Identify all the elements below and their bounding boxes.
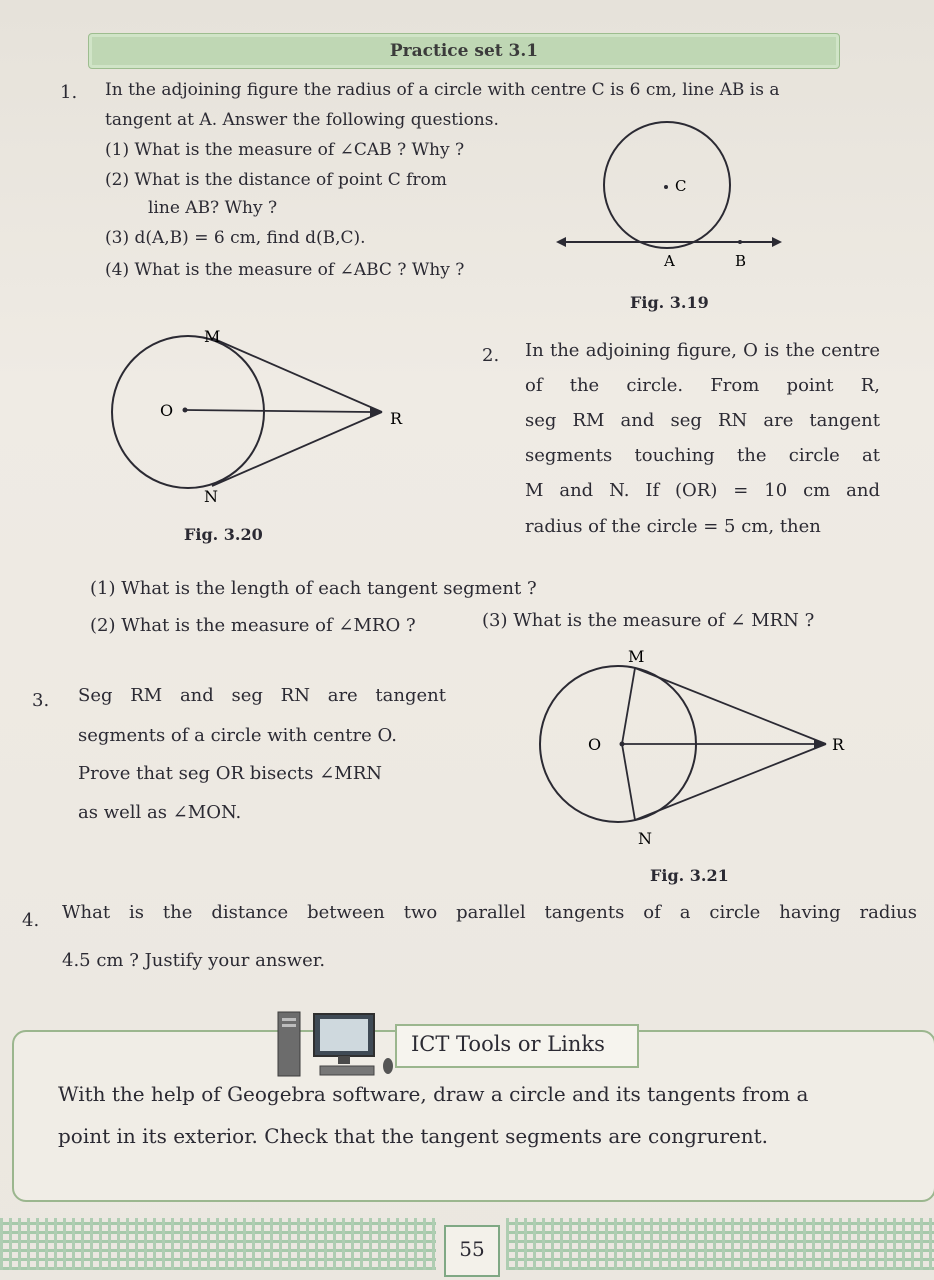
ict-title: ICT Tools or Links bbox=[411, 1032, 605, 1056]
fig-3-20-caption: Fig. 3.20 bbox=[184, 525, 263, 544]
q1-line2: tangent at A. Answer the following questions. bbox=[105, 110, 499, 130]
q2-line1: In the adjoining figure, O is the centre bbox=[525, 340, 880, 361]
q1-sub3: (3) d(A,B) = 6 cm, find d(B,C). bbox=[105, 228, 366, 248]
fig320-label-m: M bbox=[204, 327, 221, 346]
ict-line1: With the help of Geogebra software, draw a circle and its tangents from a bbox=[58, 1082, 809, 1106]
q1-number: 1. bbox=[60, 82, 78, 103]
fig320-label-o: O bbox=[160, 401, 174, 420]
q4-line2: 4.5 cm ? Justify your answer. bbox=[62, 950, 326, 971]
q4-number: 4. bbox=[22, 910, 40, 931]
q2-line6: radius of the circle = 5 cm, then bbox=[525, 516, 821, 537]
practice-set-title: Practice set 3.1 bbox=[389, 41, 539, 61]
q3-line4: as well as ∠MON. bbox=[78, 802, 242, 823]
fig321-label-n: N bbox=[638, 829, 652, 848]
q3-line3: Prove that seg OR bisects ∠MRN bbox=[78, 763, 383, 784]
q1-sub1: (1) What is the measure of ∠CAB ? Why ? bbox=[105, 140, 465, 160]
q1-sub4: (4) What is the measure of ∠ABC ? Why ? bbox=[105, 260, 465, 280]
fig319-label-c: C bbox=[675, 177, 687, 195]
practice-set-banner bbox=[88, 33, 840, 69]
q3-number: 3. bbox=[32, 690, 50, 711]
q2-sub2: (2) What is the measure of ∠MRO ? bbox=[90, 615, 416, 636]
fig321-label-o: O bbox=[588, 735, 602, 754]
q2-sub3: (3) What is the measure of ∠ MRN ? bbox=[482, 610, 815, 631]
fig321-label-r: R bbox=[832, 735, 845, 754]
footer-pattern-left bbox=[0, 1218, 436, 1270]
q2-line2: of the circle. From point R, bbox=[525, 375, 880, 396]
fig-3-21-caption: Fig. 3.21 bbox=[650, 866, 729, 885]
q2-line5: M and N. If (OR) = 10 cm and bbox=[525, 480, 880, 501]
fig319-label-b: B bbox=[735, 252, 747, 270]
fig-3-19-diagram bbox=[550, 120, 790, 280]
ict-title-box bbox=[395, 1024, 639, 1068]
fig-3-19-caption: Fig. 3.19 bbox=[630, 293, 709, 312]
fig319-label-a: A bbox=[664, 252, 675, 270]
q2-sub1: (1) What is the length of each tangent segment ? bbox=[90, 578, 537, 599]
q2-line4: segments touching the circle at bbox=[525, 445, 880, 466]
q3-line2: segments of a circle with centre O. bbox=[78, 725, 397, 746]
q3-line1: Seg RM and seg RN are tangent bbox=[78, 685, 446, 706]
page-number-box bbox=[444, 1225, 500, 1277]
footer-pattern-right bbox=[506, 1218, 934, 1270]
ict-line2: point in its exterior. Check that the tangent segments are congrurent. bbox=[58, 1124, 769, 1148]
q2-number: 2. bbox=[482, 345, 500, 366]
fig320-label-n: N bbox=[204, 487, 218, 506]
fig321-label-m: M bbox=[628, 647, 645, 666]
q1-sub2: (2) What is the distance of point C from bbox=[105, 170, 447, 190]
page-number: 55 bbox=[459, 1237, 485, 1261]
computer-icon bbox=[270, 1008, 400, 1080]
q1-line1: In the adjoining figure the radius of a circle with centre C is 6 cm, line AB is a bbox=[105, 80, 780, 100]
fig320-label-r: R bbox=[390, 409, 403, 428]
fig-3-20-diagram bbox=[100, 320, 430, 510]
q4-line1: What is the distance between two parallel tangents of a circle having radius bbox=[62, 902, 917, 923]
fig-3-21-diagram bbox=[530, 640, 860, 860]
q2-line3: seg RM and seg RN are tangent bbox=[525, 410, 880, 431]
q1-sub2-cont: line AB? Why ? bbox=[148, 198, 278, 218]
